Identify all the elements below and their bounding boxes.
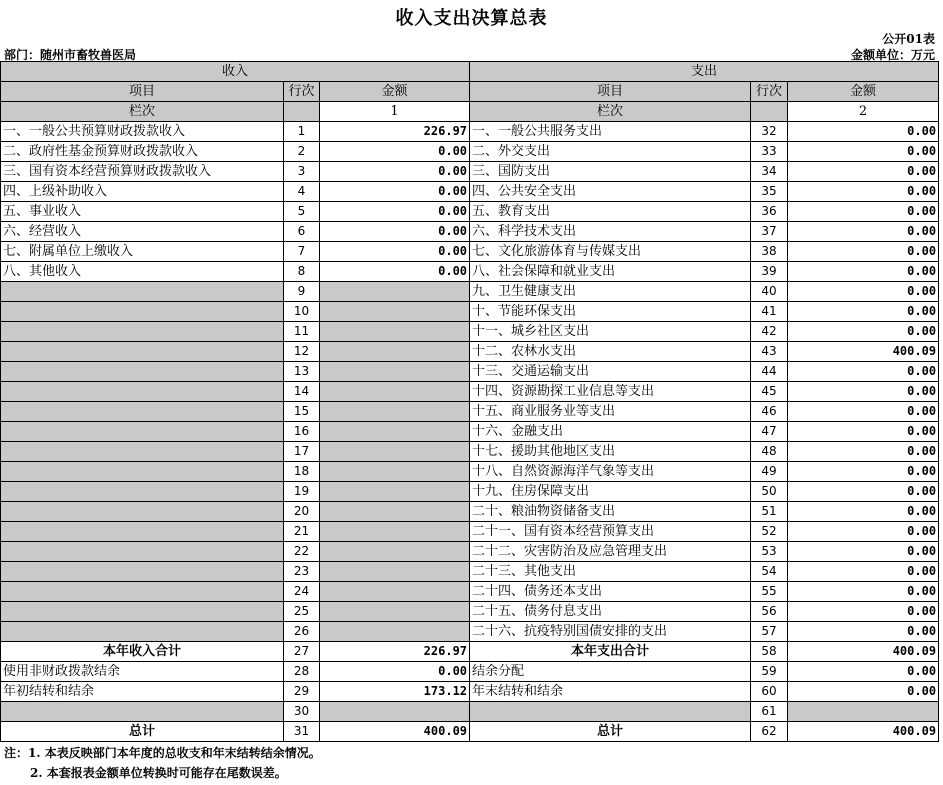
income-item-header: 项目 (1, 82, 284, 102)
income-line-no: 25 (284, 602, 320, 622)
expense-line-no: 46 (751, 402, 788, 422)
expense-amount: 0.00 (788, 162, 939, 182)
income-item: 一、一般公共预算财政拨款收入 (1, 122, 284, 142)
expense-item: 二十、粮油物资储备支出 (470, 502, 751, 522)
expense-line-no: 36 (751, 202, 788, 222)
income-item (1, 342, 284, 362)
table-row (1, 222, 939, 242)
income-line-no: 26 (284, 622, 320, 642)
income-item: 本年收入合计 (1, 642, 284, 662)
income-line-no: 22 (284, 542, 320, 562)
budget-summary-table (0, 61, 939, 742)
income-line-no: 30 (284, 702, 320, 722)
expense-amount: 400.09 (788, 642, 939, 662)
income-line-no: 1 (284, 122, 320, 142)
expense-item: 二、外交支出 (470, 142, 751, 162)
income-section-header: 收入 (1, 62, 470, 82)
income-column-seq-line (284, 102, 320, 122)
income-amount (320, 702, 470, 722)
income-line-no: 11 (284, 322, 320, 342)
income-line-no: 28 (284, 662, 320, 682)
income-item: 六、经营收入 (1, 222, 284, 242)
expense-item: 二十一、国有资本经营预算支出 (470, 522, 751, 542)
income-item (1, 702, 284, 722)
income-line-no: 9 (284, 282, 320, 302)
income-line-no: 19 (284, 482, 320, 502)
expense-amount: 0.00 (788, 522, 939, 542)
footnotes (4, 743, 321, 783)
income-line-no: 2 (284, 142, 320, 162)
table-row (1, 342, 939, 362)
expense-item: 十、节能环保支出 (470, 302, 751, 322)
income-amount (320, 442, 470, 462)
table-row (1, 242, 939, 262)
expense-amount: 0.00 (788, 462, 939, 482)
expense-item: 二十二、灾害防治及应急管理支出 (470, 542, 751, 562)
expense-amount: 0.00 (788, 502, 939, 522)
expense-section-header: 支出 (470, 62, 939, 82)
expense-item: 二十六、抗疫特别国债安排的支出 (470, 622, 751, 642)
expense-item (470, 702, 751, 722)
section-header-row (1, 62, 939, 82)
form-code: 公开01表 (882, 32, 935, 46)
table-row (1, 702, 939, 722)
amount-unit-label: 金额单位：万元 (850, 48, 935, 62)
footnote-1: 注：1. 本表反映部门本年度的总收支和年末结转结余情况。 (4, 746, 321, 760)
expense-line-no: 43 (751, 342, 788, 362)
income-item (1, 282, 284, 302)
income-item (1, 542, 284, 562)
income-line-no: 20 (284, 502, 320, 522)
income-line-no: 7 (284, 242, 320, 262)
income-column-seq-label: 栏次 (1, 102, 284, 122)
income-item (1, 502, 284, 522)
income-line-no: 5 (284, 202, 320, 222)
income-amount: 0.00 (320, 182, 470, 202)
income-amount (320, 362, 470, 382)
page-title: 收入支出决算总表 (395, 8, 548, 29)
expense-column-seq-line (751, 102, 788, 122)
income-item (1, 402, 284, 422)
expense-line-no: 52 (751, 522, 788, 542)
expense-line-no: 61 (751, 702, 788, 722)
expense-line-no: 45 (751, 382, 788, 402)
table-row (1, 602, 939, 622)
income-line-no: 23 (284, 562, 320, 582)
income-line-no: 10 (284, 302, 320, 322)
expense-amount: 0.00 (788, 122, 939, 142)
income-amount (320, 282, 470, 302)
expense-line-no: 39 (751, 262, 788, 282)
department-label: 部门：随州市畜牧兽医局 (4, 48, 137, 62)
income-item: 四、上级补助收入 (1, 182, 284, 202)
income-amount (320, 302, 470, 322)
expense-item: 七、文化旅游体育与传媒支出 (470, 242, 751, 262)
income-amount: 0.00 (320, 202, 470, 222)
expense-amount: 0.00 (788, 322, 939, 342)
expense-line-no: 53 (751, 542, 788, 562)
expense-amount: 0.00 (788, 262, 939, 282)
expense-amount: 400.09 (788, 342, 939, 362)
column-header-row (1, 82, 939, 102)
expense-amount: 0.00 (788, 202, 939, 222)
expense-item: 总计 (470, 722, 751, 742)
income-amount: 0.00 (320, 162, 470, 182)
table-row (1, 682, 939, 702)
income-column-seq-number: 1 (320, 102, 470, 122)
table-row (1, 422, 939, 442)
expense-amount: 0.00 (788, 422, 939, 442)
income-item (1, 482, 284, 502)
table-row (1, 362, 939, 382)
expense-line-no: 56 (751, 602, 788, 622)
income-amount (320, 422, 470, 442)
income-amount: 400.09 (320, 722, 470, 742)
income-amount (320, 322, 470, 342)
income-amount (320, 522, 470, 542)
expense-column-seq-label: 栏次 (470, 102, 751, 122)
table-body (1, 122, 939, 742)
expense-item: 十七、援助其他地区支出 (470, 442, 751, 462)
expense-item: 十四、资源勘探工业信息等支出 (470, 382, 751, 402)
expense-amount: 0.00 (788, 222, 939, 242)
expense-line-no: 40 (751, 282, 788, 302)
expense-amount: 0.00 (788, 622, 939, 642)
expense-line-no: 57 (751, 622, 788, 642)
income-item (1, 382, 284, 402)
income-amount: 0.00 (320, 222, 470, 242)
expense-amount: 0.00 (788, 282, 939, 302)
expense-item: 十三、交通运输支出 (470, 362, 751, 382)
income-amount: 173.12 (320, 682, 470, 702)
expense-item: 六、科学技术支出 (470, 222, 751, 242)
expense-line-no: 47 (751, 422, 788, 442)
income-item: 五、事业收入 (1, 202, 284, 222)
table-row (1, 322, 939, 342)
expense-amount (788, 702, 939, 722)
expense-item: 五、教育支出 (470, 202, 751, 222)
table-row (1, 562, 939, 582)
expense-item: 八、社会保障和就业支出 (470, 262, 751, 282)
income-amount: 0.00 (320, 262, 470, 282)
expense-line-no: 41 (751, 302, 788, 322)
expense-item: 二十三、其他支出 (470, 562, 751, 582)
income-item (1, 602, 284, 622)
expense-item: 二十五、债务付息支出 (470, 602, 751, 622)
expense-amount: 0.00 (788, 402, 939, 422)
income-amount (320, 482, 470, 502)
income-item (1, 562, 284, 582)
expense-column-seq-number: 2 (788, 102, 939, 122)
expense-line-no: 38 (751, 242, 788, 262)
income-line-no: 14 (284, 382, 320, 402)
income-item: 二、政府性基金预算财政拨款收入 (1, 142, 284, 162)
income-amount-header: 金额 (320, 82, 470, 102)
table-row (1, 522, 939, 542)
expense-item: 本年支出合计 (470, 642, 751, 662)
table-row (1, 142, 939, 162)
table-row (1, 302, 939, 322)
expense-amount: 0.00 (788, 662, 939, 682)
income-line-no: 27 (284, 642, 320, 662)
expense-line-no: 50 (751, 482, 788, 502)
expense-amount: 0.00 (788, 302, 939, 322)
expense-item: 一、一般公共服务支出 (470, 122, 751, 142)
income-line-no: 12 (284, 342, 320, 362)
expense-line-no: 33 (751, 142, 788, 162)
income-amount (320, 502, 470, 522)
income-line-no: 4 (284, 182, 320, 202)
expense-item-header: 项目 (470, 82, 751, 102)
income-item: 总计 (1, 722, 284, 742)
income-item (1, 622, 284, 642)
expense-line-no: 44 (751, 362, 788, 382)
expense-line-no: 37 (751, 222, 788, 242)
expense-line-no: 62 (751, 722, 788, 742)
expense-line-no: 49 (751, 462, 788, 482)
table-row (1, 402, 939, 422)
income-line-no: 17 (284, 442, 320, 462)
footnote-2: 2. 本套报表金额单位转换时可能存在尾数误差。 (30, 766, 287, 780)
income-item (1, 422, 284, 442)
income-amount (320, 602, 470, 622)
table-row (1, 282, 939, 302)
income-line-no: 15 (284, 402, 320, 422)
expense-item: 二十四、债务还本支出 (470, 582, 751, 602)
expense-amount: 0.00 (788, 682, 939, 702)
table-row (1, 202, 939, 222)
expense-amount: 0.00 (788, 142, 939, 162)
income-amount: 226.97 (320, 642, 470, 662)
income-item (1, 462, 284, 482)
expense-line-no: 60 (751, 682, 788, 702)
expense-item: 十六、金融支出 (470, 422, 751, 442)
income-amount: 0.00 (320, 662, 470, 682)
expense-item: 三、国防支出 (470, 162, 751, 182)
expense-line-no: 51 (751, 502, 788, 522)
table-row (1, 622, 939, 642)
income-line-no: 31 (284, 722, 320, 742)
expense-amount: 0.00 (788, 602, 939, 622)
income-line-no: 18 (284, 462, 320, 482)
table-row (1, 462, 939, 482)
expense-line-no: 35 (751, 182, 788, 202)
expense-line-no: 48 (751, 442, 788, 462)
expense-line-no: 54 (751, 562, 788, 582)
expense-amount: 0.00 (788, 382, 939, 402)
income-amount (320, 342, 470, 362)
expense-amount: 0.00 (788, 182, 939, 202)
table-row (1, 162, 939, 182)
expense-item: 十一、城乡社区支出 (470, 322, 751, 342)
income-item (1, 362, 284, 382)
expense-item: 结余分配 (470, 662, 751, 682)
expense-item: 十二、农林水支出 (470, 342, 751, 362)
total-row (1, 642, 939, 662)
table-row (1, 662, 939, 682)
expense-item: 九、卫生健康支出 (470, 282, 751, 302)
expense-amount: 0.00 (788, 542, 939, 562)
income-item: 七、附属单位上缴收入 (1, 242, 284, 262)
income-line-no: 21 (284, 522, 320, 542)
table-row (1, 502, 939, 522)
income-line-no: 13 (284, 362, 320, 382)
expense-line-no: 59 (751, 662, 788, 682)
income-amount (320, 542, 470, 562)
income-line-no: 6 (284, 222, 320, 242)
expense-amount: 400.09 (788, 722, 939, 742)
income-item: 年初结转和结余 (1, 682, 284, 702)
table-row (1, 262, 939, 282)
income-item (1, 582, 284, 602)
expense-amount: 0.00 (788, 482, 939, 502)
table-row (1, 542, 939, 562)
expense-line-no: 58 (751, 642, 788, 662)
expense-item: 十九、住房保障支出 (470, 482, 751, 502)
table-row (1, 442, 939, 462)
income-amount (320, 382, 470, 402)
income-line-header: 行次 (284, 82, 320, 102)
expense-amount: 0.00 (788, 442, 939, 462)
income-amount (320, 582, 470, 602)
expense-line-header: 行次 (751, 82, 788, 102)
expense-item: 十五、商业服务业等支出 (470, 402, 751, 422)
income-item: 使用非财政拨款结余 (1, 662, 284, 682)
total-row (1, 722, 939, 742)
income-line-no: 8 (284, 262, 320, 282)
income-item: 八、其他收入 (1, 262, 284, 282)
income-line-no: 24 (284, 582, 320, 602)
expense-amount: 0.00 (788, 362, 939, 382)
table-row (1, 182, 939, 202)
expense-amount: 0.00 (788, 562, 939, 582)
income-amount (320, 462, 470, 482)
expense-line-no: 55 (751, 582, 788, 602)
income-item (1, 322, 284, 342)
column-seq-row (1, 102, 939, 122)
table-row (1, 582, 939, 602)
table-row (1, 122, 939, 142)
expense-line-no: 32 (751, 122, 788, 142)
expense-item: 四、公共安全支出 (470, 182, 751, 202)
expense-line-no: 34 (751, 162, 788, 182)
expense-item: 年末结转和结余 (470, 682, 751, 702)
income-amount (320, 622, 470, 642)
income-item: 三、国有资本经营预算财政拨款收入 (1, 162, 284, 182)
income-line-no: 29 (284, 682, 320, 702)
expense-amount-header: 金额 (788, 82, 939, 102)
income-item (1, 522, 284, 542)
income-amount: 0.00 (320, 142, 470, 162)
table-row (1, 482, 939, 502)
income-item (1, 302, 284, 322)
income-line-no: 16 (284, 422, 320, 442)
expense-amount: 0.00 (788, 242, 939, 262)
income-amount (320, 562, 470, 582)
expense-line-no: 42 (751, 322, 788, 342)
income-line-no: 3 (284, 162, 320, 182)
expense-amount: 0.00 (788, 582, 939, 602)
income-amount (320, 402, 470, 422)
income-amount: 0.00 (320, 242, 470, 262)
income-amount: 226.97 (320, 122, 470, 142)
table-row (1, 382, 939, 402)
expense-item: 十八、自然资源海洋气象等支出 (470, 462, 751, 482)
income-item (1, 442, 284, 462)
